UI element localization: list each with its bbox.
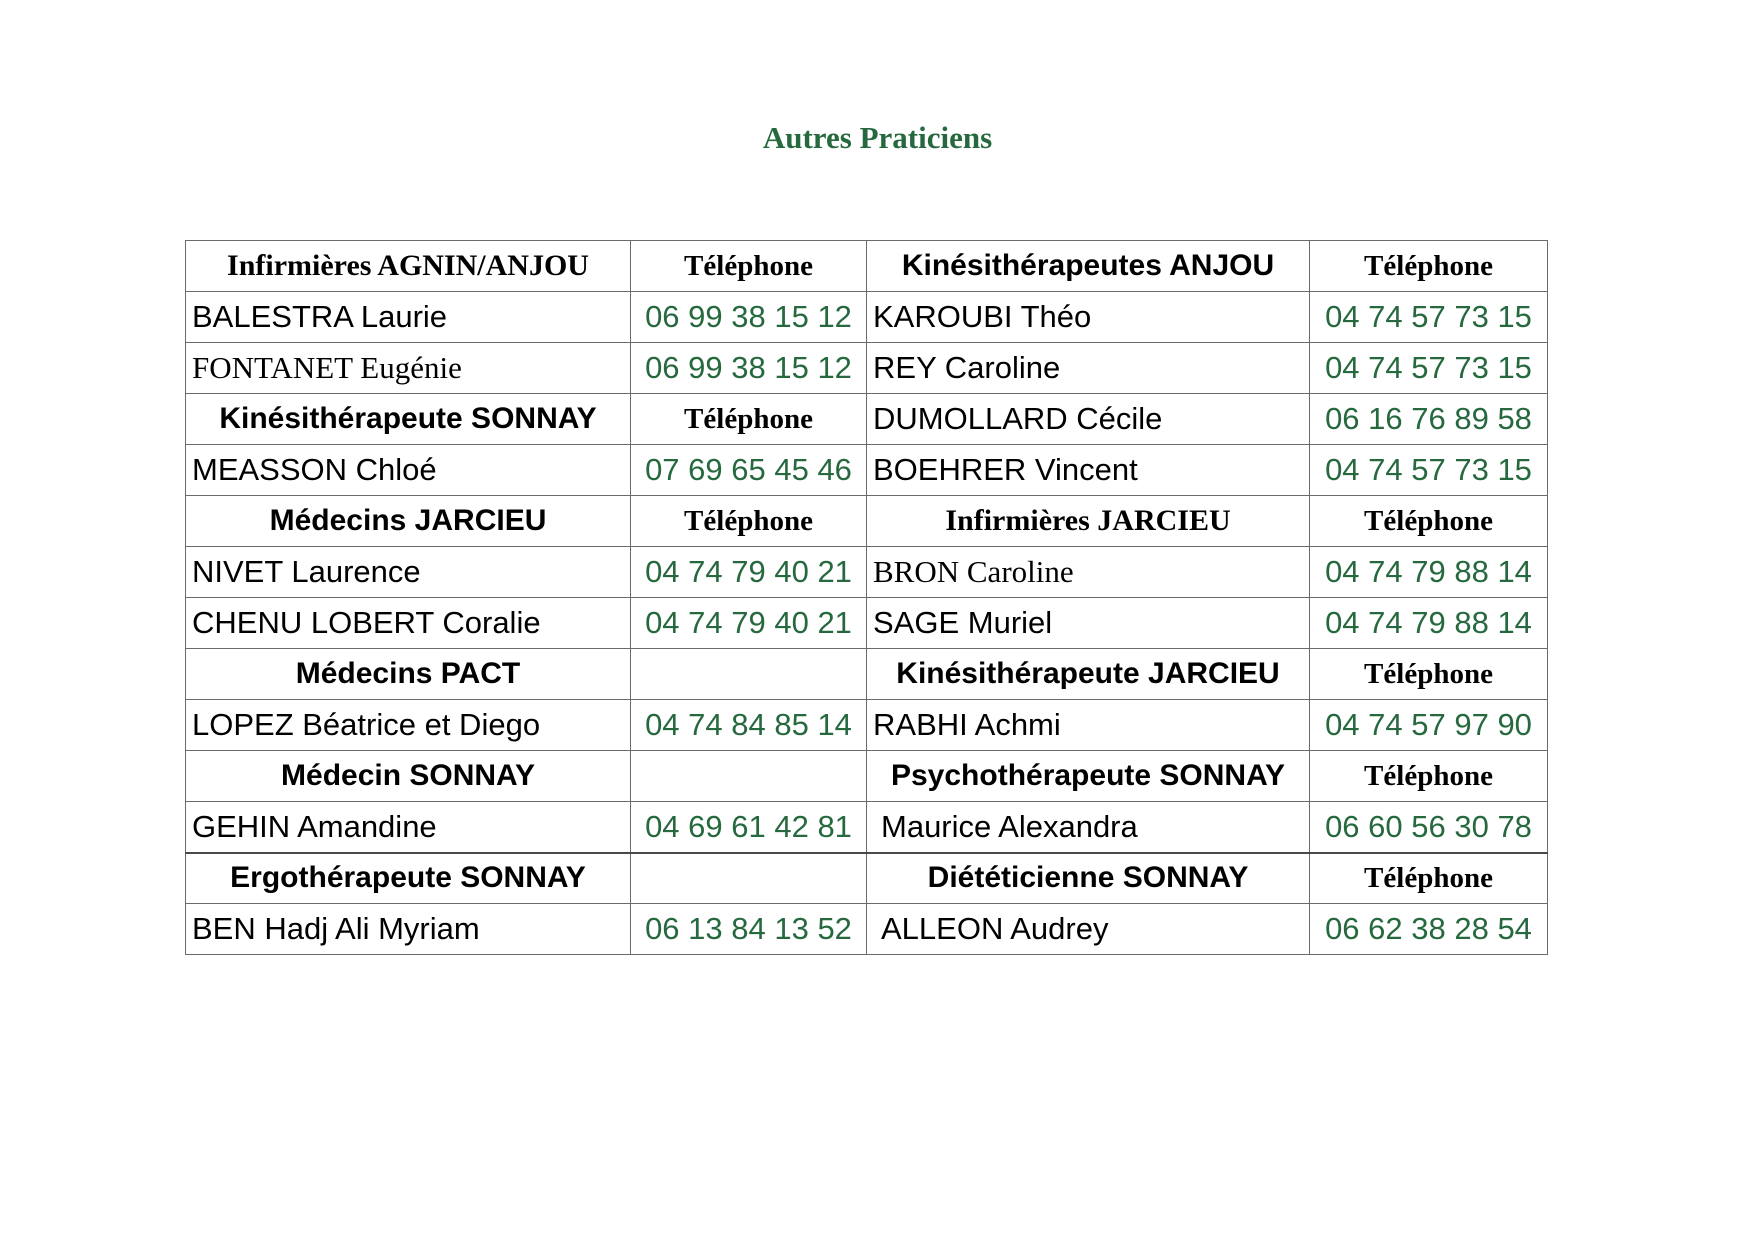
phone-column-header: Téléphone [1310,751,1548,802]
phone-number: 04 74 79 40 21 [631,598,867,649]
phone-number: 04 74 79 88 14 [1310,598,1548,649]
table-row [186,700,1548,751]
practitioner-name: GEHIN Amandine [186,802,631,853]
practitioner-name: NIVET Laurence [186,547,631,598]
practitioner-name: ALLEON Audrey [867,904,1310,955]
table-row [186,598,1548,649]
section-header: Médecins JARCIEU [186,496,631,547]
section-header: Kinésithérapeutes ANJOU [867,241,1310,292]
phone-number: 06 16 76 89 58 [1310,394,1548,445]
phone-column-header: Téléphone [631,496,867,547]
phone-number: 06 60 56 30 78 [1310,802,1548,853]
phone-number: 04 74 57 73 15 [1310,445,1548,496]
phone-number: 04 74 84 85 14 [631,700,867,751]
practitioner-name: KAROUBI Théo [867,292,1310,343]
phone-column-header [631,649,867,700]
table-row [186,751,1548,802]
section-header: Kinésithérapeute JARCIEU [867,649,1310,700]
table-row [186,292,1548,343]
table-row [186,853,1548,904]
practitioner-name: MEASSON Chloé [186,445,631,496]
phone-column-header: Téléphone [1310,241,1548,292]
phone-number: 04 74 57 73 15 [1310,292,1548,343]
section-header: Infirmières AGNIN/ANJOU [186,241,631,292]
phone-number: 06 13 84 13 52 [631,904,867,955]
page-title: Autres Praticiens [762,120,993,155]
phone-number: 04 74 79 40 21 [631,547,867,598]
practitioner-name: RABHI Achmi [867,700,1310,751]
section-header: Kinésithérapeute SONNAY [186,394,631,445]
phone-column-header: Téléphone [1310,853,1548,904]
table-row [186,802,1548,853]
phone-number: 06 99 38 15 12 [631,343,867,394]
table-header-row [186,241,1548,292]
phone-column-header [631,853,867,904]
practitioner-name: BEN Hadj Ali Myriam [186,904,631,955]
practitioner-name: FONTANET Eugénie [186,343,631,394]
phone-number: 04 74 57 97 90 [1310,700,1548,751]
phone-column-header: Téléphone [631,241,867,292]
section-header: Diététicienne SONNAY [867,853,1310,904]
phone-number: 04 74 57 73 15 [1310,343,1548,394]
phone-column-header [631,751,867,802]
phone-number: 06 99 38 15 12 [631,292,867,343]
section-header: Ergothérapeute SONNAY [186,853,631,904]
table-row [186,343,1548,394]
table-row [186,904,1548,955]
phone-column-header: Téléphone [631,394,867,445]
table-row [186,649,1548,700]
section-header: Médecin SONNAY [186,751,631,802]
practitioner-name: REY Caroline [867,343,1310,394]
practitioners-table [185,240,1548,955]
practitioner-name: BOEHRER Vincent [867,445,1310,496]
practitioner-name: BALESTRA Laurie [186,292,631,343]
practitioner-name: BRON Caroline [867,547,1310,598]
phone-number: 07 69 65 45 46 [631,445,867,496]
phone-number: 04 69 61 42 81 [631,802,867,853]
phone-number: 04 74 79 88 14 [1310,547,1548,598]
table-row [186,547,1548,598]
section-header: Psychothérapeute SONNAY [867,751,1310,802]
table-row [186,394,1548,445]
practitioner-name: CHENU LOBERT Coralie [186,598,631,649]
table-row [186,445,1548,496]
section-header: Infirmières JARCIEU [867,496,1310,547]
phone-column-header: Téléphone [1310,496,1548,547]
section-header: Médecins PACT [186,649,631,700]
practitioner-name: DUMOLLARD Cécile [867,394,1310,445]
practitioner-name: LOPEZ Béatrice et Diego [186,700,631,751]
practitioner-name: Maurice Alexandra [867,802,1310,853]
table-row [186,496,1548,547]
practitioner-name: SAGE Muriel [867,598,1310,649]
phone-column-header: Téléphone [1310,649,1548,700]
phone-number: 06 62 38 28 54 [1310,904,1548,955]
